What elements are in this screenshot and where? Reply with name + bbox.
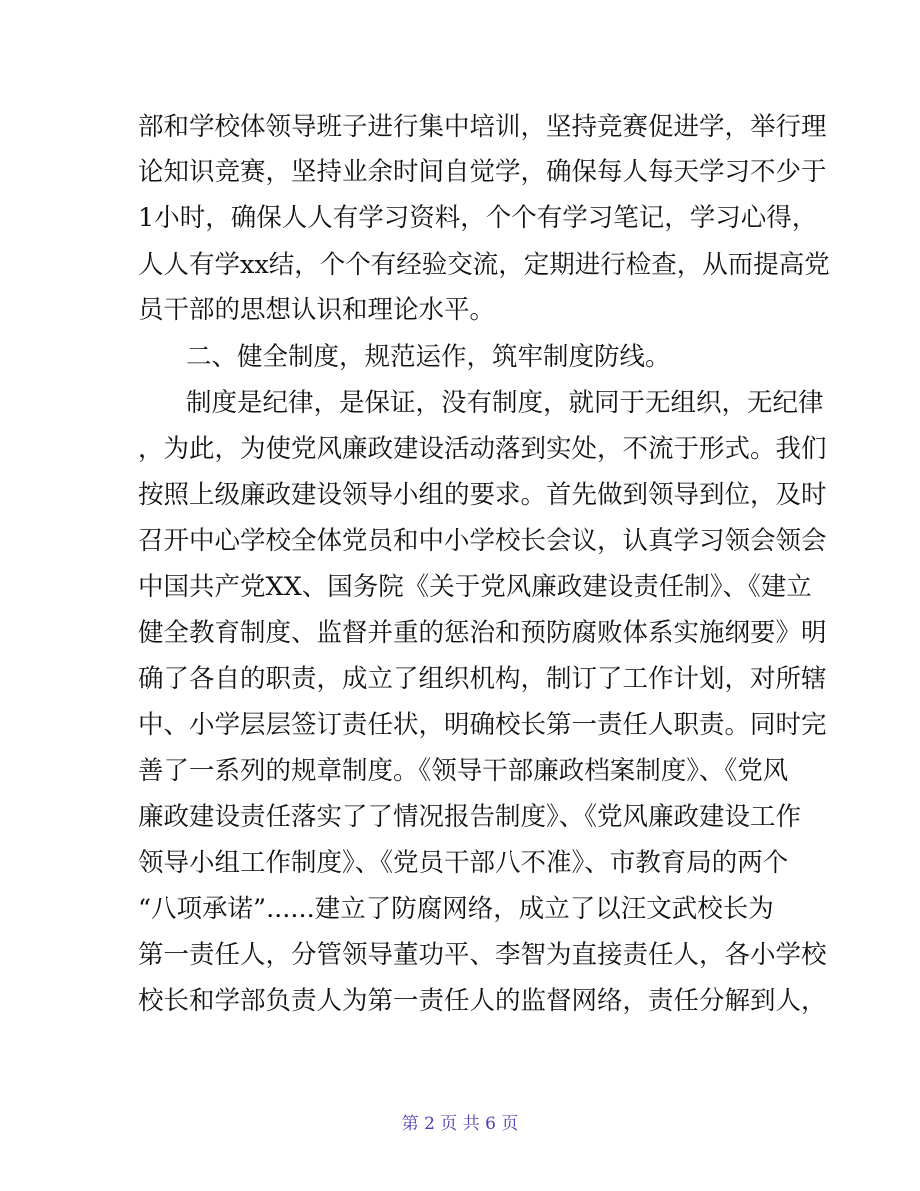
- text-line: 确了各自的职责，成立了组织机构，制订了工作计划，对所辖: [138, 664, 827, 694]
- text-line: 第一责任人，分管领导董功平、李智为直接责任人，各小学校: [138, 940, 827, 970]
- text-line: 1小时，确保人人有学习资料，个个有学习笔记，学习心得，: [138, 203, 818, 233]
- text-line: 制度是纪律，是保证，没有制度，就同于无组织，无纪律: [186, 388, 824, 418]
- text-line: 人人有学xx结，个个有经验交流，定期进行检查，从而提高党: [138, 250, 830, 280]
- text-line: 领导小组工作制度》、《党员干部八不准》、市教育局的两个: [138, 848, 789, 878]
- page-footer: [0, 1113, 920, 1135]
- page-number-label: 第 2 页 共 6 页: [401, 1114, 519, 1134]
- text-line: “八项承诺”......建立了防腐网络，成立了以汪文武校长为: [138, 894, 774, 924]
- text-line: 论知识竞赛，坚持业余时间自觉学，确保每人每天学习不少于: [138, 157, 827, 187]
- section-heading: 二、健全制度，规范运作，筑牢制度防线。: [186, 342, 671, 372]
- text-line: 员干部的思想认识和理论水平。: [138, 295, 496, 325]
- text-line: 按照上级廉政建设领导小组的要求。首先做到领导到位，及时: [138, 480, 827, 510]
- text-line: 中国共产党XX、国务院《关于党风廉政建设责任制》、《建立: [138, 572, 812, 602]
- text-line: 中、小学层层签订责任状，明确校长第一责任人职责。同时完: [138, 710, 827, 740]
- text-line: ，为此，为使党风廉政建设活动落到实处，不流于形式。我们: [138, 434, 827, 464]
- text-line: 部和学校体领导班子进行集中培训，坚持竞赛促进学，举行理: [138, 112, 827, 142]
- text-line: 善了一系列的规章制度。《领导干部廉政档案制度》、《党风: [138, 756, 789, 786]
- text-line: 廉政建设责任落实了了情况报告制度》、《党风廉政建设工作: [138, 802, 802, 832]
- text-line: 健全教育制度、监督并重的惩治和预防腐败体系实施纲要》明: [138, 618, 827, 648]
- text-line: 召开中心学校全体党员和中小学校长会议，认真学习领会领会: [138, 526, 827, 556]
- text-line: 校长和学部负责人为第一责任人的监督网络，责任分解到人，: [138, 986, 827, 1016]
